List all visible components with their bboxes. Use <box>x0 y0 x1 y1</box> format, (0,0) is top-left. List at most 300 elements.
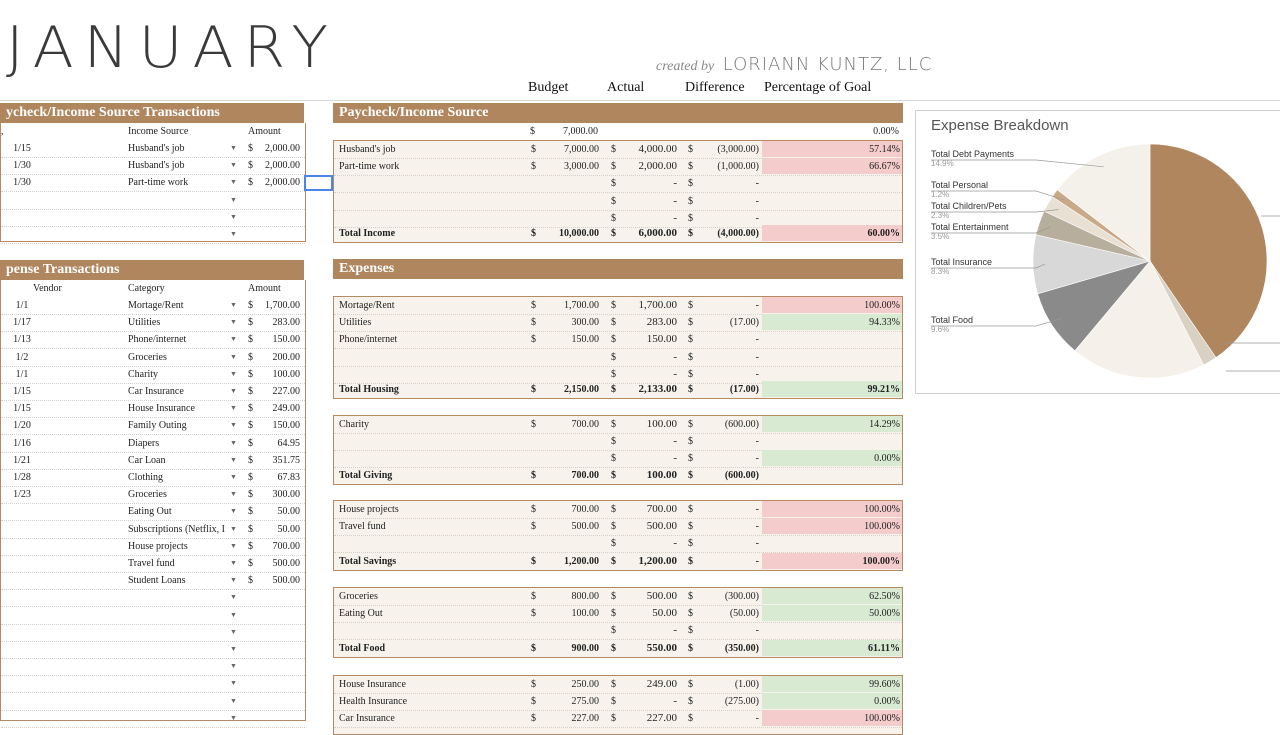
budget-currency: $ <box>531 334 536 346</box>
tx-category[interactable]: House projects <box>128 540 188 552</box>
dropdown-arrow-icon[interactable]: ▼ <box>230 335 237 344</box>
diff-value: - <box>755 351 759 363</box>
dropdown-arrow-icon[interactable]: ▼ <box>230 438 237 447</box>
row-label: Total Housing <box>339 384 399 395</box>
diff-currency: $ <box>688 556 693 567</box>
tx-header-category: Category <box>128 283 165 294</box>
pct-of-goal: 57.14% <box>762 141 902 157</box>
tx-row[interactable] <box>1 572 305 590</box>
diff-value: - <box>755 368 759 380</box>
legend-total-children-pets <box>931 201 1007 221</box>
actual-value: 2,000.00 <box>638 160 677 173</box>
tx-row[interactable] <box>1 675 305 693</box>
actual-currency: $ <box>611 317 616 329</box>
tx-row[interactable] <box>1 140 305 158</box>
tx-date[interactable]: 1/16 <box>13 437 31 449</box>
summary-total-row <box>334 381 902 398</box>
actual-value: - <box>673 211 677 224</box>
tx-row[interactable] <box>1 331 305 349</box>
tx-row[interactable] <box>1 174 305 192</box>
pct-of-goal <box>762 193 902 209</box>
selected-cell[interactable] <box>304 175 333 191</box>
diff-currency: $ <box>688 161 693 173</box>
diff-value: - <box>755 713 759 725</box>
summary-row <box>334 193 902 211</box>
legend-total-entertainment <box>931 222 1009 242</box>
legend-label: Total Entertainment <box>931 222 1009 232</box>
tx-header-row <box>1 280 305 297</box>
diff-value: - <box>755 334 759 346</box>
budget-currency: $ <box>531 300 536 311</box>
row-label: Total Savings <box>339 556 397 567</box>
budget-value[interactable]: 227.00 <box>571 713 599 725</box>
tx-header-date: , <box>1 126 4 137</box>
tx-currency: $ <box>248 177 253 189</box>
dropdown-arrow-icon[interactable]: ▼ <box>230 421 237 430</box>
pct-of-goal: 0.00% <box>762 450 902 466</box>
tx-source[interactable]: Husband's job <box>128 160 185 172</box>
budget-currency: $ <box>531 521 536 533</box>
dropdown-arrow-icon[interactable]: ▼ <box>230 387 237 395</box>
tx-currency: $ <box>248 351 253 363</box>
dropdown-arrow-icon[interactable]: ▼ <box>230 178 237 187</box>
dropdown-arrow-icon[interactable]: ▼ <box>230 490 237 499</box>
budget-currency: $ <box>531 419 536 430</box>
budget-value[interactable]: 700.00 <box>571 419 599 430</box>
income-summary-box <box>333 140 903 243</box>
actual-value: - <box>673 367 677 380</box>
housing-box <box>333 296 903 399</box>
actual-value: 150.00 <box>646 333 677 346</box>
tx-amount[interactable]: 67.83 <box>277 472 300 483</box>
tx-row[interactable] <box>1 314 305 332</box>
tx-date[interactable]: 1/21 <box>13 454 31 466</box>
budget-currency: $ <box>531 696 536 708</box>
col-percentage: Percentage of Goal <box>764 80 872 95</box>
header-divider <box>0 100 1280 101</box>
summary-total-row <box>334 225 902 242</box>
actual-value: - <box>673 452 677 465</box>
dropdown-arrow-icon[interactable]: ▼ <box>230 627 237 636</box>
tx-date[interactable]: 1/30 <box>13 177 31 189</box>
tx-currency: $ <box>248 506 253 518</box>
budget-value[interactable]: 900.00 <box>571 643 599 654</box>
actual-currency: $ <box>611 178 616 190</box>
tx-row[interactable] <box>1 157 305 175</box>
dropdown-arrow-icon[interactable]: ▼ <box>230 473 237 481</box>
summary-row <box>334 676 902 694</box>
budget-currency: $ <box>531 144 536 155</box>
tx-amount[interactable]: 64.95 <box>277 437 300 449</box>
budget-value[interactable]: 700.00 <box>571 470 599 481</box>
income-pre-row <box>333 123 903 140</box>
summary-total-row <box>334 640 902 657</box>
diff-value: - <box>755 521 759 533</box>
dropdown-arrow-icon[interactable]: ▼ <box>230 541 237 550</box>
tx-category[interactable]: Car Insurance <box>128 386 184 397</box>
tx-date[interactable]: 1/17 <box>13 317 31 329</box>
pct-of-goal <box>762 331 902 347</box>
tx-category[interactable]: House Insurance <box>128 403 195 415</box>
pct-of-goal: 62.50% <box>762 588 902 604</box>
tx-amount[interactable]: 100.00 <box>272 368 300 380</box>
tx-amount[interactable]: 227.00 <box>272 386 300 397</box>
tx-row[interactable] <box>1 417 305 435</box>
budget-currency: $ <box>531 556 536 567</box>
actual-value: 1,700.00 <box>638 299 677 311</box>
summary-row <box>334 297 902 315</box>
tx-row[interactable] <box>1 503 305 521</box>
tx-date[interactable]: 1/20 <box>13 420 31 432</box>
pct-of-goal: 50.00% <box>762 605 902 621</box>
diff-currency: $ <box>688 195 693 207</box>
tx-amount[interactable]: 50.00 <box>277 523 300 535</box>
actual-currency: $ <box>611 591 616 602</box>
tx-amount[interactable]: 300.00 <box>272 489 300 501</box>
budget-value[interactable]: 300.00 <box>571 317 599 329</box>
tx-category[interactable]: Subscriptions (Netflix, I <box>128 523 225 535</box>
tx-row[interactable] <box>1 555 305 573</box>
tx-amount[interactable]: 500.00 <box>272 558 300 569</box>
row-label: Charity <box>339 419 369 430</box>
tx-category[interactable]: Travel fund <box>128 558 175 569</box>
legend-label: Total Personal <box>931 180 989 190</box>
tx-category[interactable]: Family Outing <box>128 420 187 432</box>
tx-category[interactable]: Phone/internet <box>128 334 187 346</box>
actual-value: 50.00 <box>652 607 677 620</box>
tx-row[interactable] <box>1 383 305 401</box>
legend-label: Total Children/Pets <box>931 201 1007 211</box>
tx-header-source: Income Source <box>128 126 189 137</box>
tx-category[interactable]: Clothing <box>128 472 164 483</box>
dropdown-arrow-icon[interactable]: ▼ <box>230 662 237 671</box>
tx-row[interactable] <box>1 538 305 556</box>
tx-header-row <box>1 123 305 140</box>
pct-of-goal: 100.00% <box>762 518 902 534</box>
expense-tx-banner: pense Transactions <box>0 260 304 280</box>
tx-currency: $ <box>248 420 253 432</box>
dropdown-arrow-icon[interactable]: ▼ <box>230 576 237 585</box>
tx-row[interactable] <box>1 192 305 210</box>
actual-value: 6,000.00 <box>638 227 677 239</box>
tx-row[interactable] <box>1 435 305 453</box>
diff-currency: $ <box>688 679 693 690</box>
tx-source[interactable]: Part-time work <box>128 177 189 189</box>
dropdown-arrow-icon[interactable]: ▼ <box>230 696 237 705</box>
tx-row[interactable] <box>1 400 305 418</box>
row-label: House Insurance <box>339 679 406 690</box>
diff-value: (3,000.00) <box>717 144 759 155</box>
tx-amount[interactable]: 2,000.00 <box>265 177 300 189</box>
col-difference: Difference <box>685 80 745 95</box>
dropdown-arrow-icon[interactable]: ▼ <box>230 230 237 238</box>
income-pre-budget: 7,000.00 <box>563 126 598 137</box>
pct-of-goal: 0.00% <box>762 693 902 709</box>
tx-row[interactable] <box>1 452 305 470</box>
diff-currency: $ <box>688 591 693 602</box>
actual-value: - <box>673 194 677 207</box>
diff-currency: $ <box>688 212 693 224</box>
actual-value: 100.00 <box>646 418 677 430</box>
tx-category[interactable]: Eating Out <box>128 506 172 518</box>
tx-date[interactable]: 1/23 <box>13 489 31 501</box>
tx-row[interactable] <box>1 366 305 384</box>
diff-value: - <box>755 178 759 190</box>
diff-currency: $ <box>688 351 693 363</box>
dropdown-arrow-icon[interactable]: ▼ <box>230 161 237 170</box>
tx-row[interactable] <box>1 710 305 728</box>
tx-amount[interactable]: 50.00 <box>277 506 300 518</box>
actual-currency: $ <box>611 625 616 637</box>
actual-currency: $ <box>611 351 616 363</box>
budget-value[interactable]: 100.00 <box>571 608 599 620</box>
tx-row[interactable] <box>1 349 305 367</box>
tx-category[interactable]: Charity <box>128 368 158 380</box>
tx-amount[interactable]: 500.00 <box>272 575 300 587</box>
summary-row <box>334 518 902 536</box>
summary-row <box>334 416 902 434</box>
tx-currency: $ <box>248 489 253 501</box>
diff-currency: $ <box>688 436 693 448</box>
chart-title: Expense Breakdown <box>931 117 1069 134</box>
diff-currency: $ <box>688 453 693 465</box>
dropdown-arrow-icon[interactable]: ▼ <box>230 507 237 516</box>
tx-row[interactable] <box>1 607 305 625</box>
pct-of-goal: 14.29% <box>762 416 902 432</box>
diff-currency: $ <box>688 228 693 239</box>
dropdown-arrow-icon[interactable]: ▼ <box>230 455 237 464</box>
diff-value: - <box>755 300 759 311</box>
dropdown-arrow-icon[interactable]: ▼ <box>230 559 237 567</box>
pct-of-goal: 60.00% <box>762 225 902 241</box>
tx-source[interactable]: Husband's job <box>128 143 185 154</box>
legend-pct: 14.9% <box>931 159 954 168</box>
actual-value: 500.00 <box>646 520 677 533</box>
budget-value[interactable]: 10,000.00 <box>559 228 599 239</box>
tx-currency: $ <box>248 334 253 346</box>
diff-currency: $ <box>688 144 693 155</box>
actual-value: 550.00 <box>646 642 677 654</box>
tx-row[interactable] <box>1 486 305 504</box>
savings-box <box>333 500 903 571</box>
row-label: Travel fund <box>339 521 386 533</box>
budget-currency: $ <box>531 608 536 620</box>
dropdown-arrow-icon[interactable]: ▼ <box>230 144 237 152</box>
pct-of-goal: 66.67% <box>762 158 902 174</box>
diff-currency: $ <box>688 504 693 515</box>
summary-row <box>334 450 902 468</box>
expense-breakdown-chart[interactable] <box>915 110 1280 394</box>
tx-header-amount: Amount <box>248 283 281 294</box>
budget-value[interactable]: 3,000.00 <box>564 161 599 173</box>
tx-amount[interactable]: 1,700.00 <box>265 300 300 311</box>
diff-value: (600.00) <box>724 470 759 481</box>
dropdown-arrow-icon[interactable]: ▼ <box>230 369 237 378</box>
tx-amount[interactable]: 200.00 <box>272 351 300 363</box>
actual-value: - <box>673 435 677 448</box>
col-budget: Budget <box>528 80 569 95</box>
budget-value[interactable]: 150.00 <box>571 334 599 346</box>
pct-of-goal <box>762 467 902 483</box>
insurance-box <box>333 675 903 735</box>
tx-currency: $ <box>248 437 253 449</box>
diff-value: (17.00) <box>729 384 759 395</box>
diff-currency: $ <box>688 334 693 346</box>
tx-currency: $ <box>248 300 253 311</box>
tx-amount[interactable]: 150.00 <box>272 420 300 432</box>
tx-date[interactable]: 1/30 <box>13 160 31 172</box>
tx-row[interactable] <box>1 624 305 642</box>
diff-currency: $ <box>688 470 693 481</box>
tx-row[interactable] <box>1 641 305 659</box>
legend-pct: 1.2% <box>931 190 950 199</box>
legend-pct: 2.3% <box>931 211 950 220</box>
tx-currency: $ <box>248 317 253 329</box>
tx-currency: $ <box>248 558 253 569</box>
tx-category[interactable]: Diapers <box>128 437 160 449</box>
tx-amount[interactable]: 150.00 <box>272 334 300 346</box>
legend-total-personal <box>931 180 988 200</box>
budget-value[interactable]: 7,000.00 <box>564 144 599 155</box>
tx-currency: $ <box>248 368 253 380</box>
tx-currency: $ <box>248 575 253 587</box>
actual-currency: $ <box>611 556 616 567</box>
dropdown-arrow-icon[interactable]: ▼ <box>230 301 237 309</box>
tx-amount[interactable]: 700.00 <box>272 540 300 552</box>
diff-currency: $ <box>688 368 693 380</box>
actual-currency: $ <box>611 643 616 654</box>
tx-date[interactable]: 1/13 <box>13 334 31 346</box>
dropdown-arrow-icon[interactable]: ▼ <box>230 195 237 204</box>
dropdown-arrow-icon[interactable]: ▼ <box>230 713 237 722</box>
dropdown-arrow-icon[interactable]: ▼ <box>230 610 237 619</box>
dropdown-arrow-icon[interactable]: ▼ <box>230 352 237 361</box>
budget-value[interactable]: 275.00 <box>571 696 599 708</box>
tx-amount[interactable]: 283.00 <box>272 317 300 329</box>
tx-row[interactable] <box>1 521 305 539</box>
tx-date[interactable]: 1/15 <box>13 403 31 415</box>
tx-date[interactable]: 1/1 <box>15 368 29 380</box>
legend-pct: 9.6% <box>931 325 950 334</box>
actual-currency: $ <box>611 195 616 207</box>
diff-currency: $ <box>688 300 693 311</box>
diff-value: - <box>755 212 759 224</box>
tx-row[interactable] <box>1 589 305 607</box>
diff-value: - <box>755 195 759 207</box>
tx-category[interactable]: Utilities <box>128 317 161 329</box>
credit-script: created by <box>656 59 715 74</box>
tx-amount[interactable]: 249.00 <box>272 403 300 415</box>
tx-row[interactable] <box>1 693 305 711</box>
tx-date[interactable]: 1/15 <box>13 143 31 154</box>
actual-value: 100.00 <box>646 469 677 481</box>
row-label: Total Giving <box>339 470 393 481</box>
budget-value[interactable]: 800.00 <box>571 591 599 602</box>
pct-of-goal: 99.21% <box>762 381 902 397</box>
budget-currency: $ <box>531 228 536 239</box>
col-actual: Actual <box>607 80 645 95</box>
expenses-banner: Expenses <box>333 259 903 279</box>
tx-row[interactable] <box>1 226 305 244</box>
tx-row[interactable] <box>1 297 305 315</box>
legend-total-debt-payments <box>931 149 1014 169</box>
tx-row[interactable] <box>1 658 305 676</box>
tx-header-vendor: Vendor <box>33 283 62 294</box>
budget-currency: $ <box>531 643 536 654</box>
pct-of-goal <box>762 622 902 638</box>
pct-of-goal: 100.00% <box>762 710 902 726</box>
tx-date[interactable]: 1/2 <box>15 351 29 363</box>
budget-value[interactable]: 1,700.00 <box>564 300 599 311</box>
tx-category[interactable]: Groceries <box>128 489 167 501</box>
tx-row[interactable] <box>1 209 305 227</box>
tx-amount[interactable]: 351.75 <box>272 454 300 466</box>
income-pre-currency: $ <box>530 126 535 137</box>
actual-value: 4,000.00 <box>638 143 677 155</box>
tx-row[interactable] <box>1 469 305 487</box>
tx-amount[interactable]: 2,000.00 <box>265 143 300 154</box>
budget-value[interactable]: 500.00 <box>571 521 599 533</box>
dropdown-arrow-icon[interactable]: ▼ <box>230 318 237 327</box>
diff-value: (50.00) <box>729 608 759 620</box>
budget-currency: $ <box>531 470 536 481</box>
summary-row <box>334 693 902 711</box>
budget-value[interactable]: 700.00 <box>571 504 599 515</box>
summary-total-row <box>334 553 902 570</box>
actual-currency: $ <box>611 144 616 155</box>
dropdown-arrow-icon[interactable]: ▼ <box>230 679 237 688</box>
summary-row <box>334 175 902 193</box>
budget-value[interactable]: 250.00 <box>571 679 599 690</box>
diff-currency: $ <box>688 384 693 395</box>
legend-total-food <box>931 315 973 335</box>
budget-value[interactable]: 2,150.00 <box>564 384 599 395</box>
row-label: Part-time work <box>339 161 400 173</box>
credit-line <box>656 54 932 75</box>
tx-date[interactable]: 1/1 <box>15 300 29 311</box>
dropdown-arrow-icon[interactable]: ▼ <box>230 645 237 653</box>
diff-value: - <box>755 504 759 515</box>
actual-value: - <box>673 537 677 550</box>
actual-currency: $ <box>611 212 616 224</box>
tx-category[interactable]: Car Loan <box>128 454 166 466</box>
budget-currency: $ <box>531 591 536 602</box>
pct-of-goal: 100.00% <box>762 297 902 313</box>
legend-pct: 8.3% <box>931 267 950 276</box>
budget-value[interactable]: 1,200.00 <box>564 556 599 567</box>
dropdown-arrow-icon[interactable]: ▼ <box>230 524 237 533</box>
tx-category[interactable]: Mortage/Rent <box>128 300 184 311</box>
tx-date[interactable]: 1/15 <box>13 386 31 397</box>
dropdown-arrow-icon[interactable]: ▼ <box>230 212 237 221</box>
actual-currency: $ <box>611 384 616 395</box>
diff-value: (600.00) <box>724 419 759 430</box>
summary-row <box>334 605 902 623</box>
dropdown-arrow-icon[interactable]: ▼ <box>230 404 237 413</box>
diff-value: (1.00) <box>734 679 759 690</box>
tx-date[interactable]: 1/28 <box>13 472 31 483</box>
actual-currency: $ <box>611 608 616 620</box>
tx-category[interactable]: Student Loans <box>128 575 186 587</box>
tx-category[interactable]: Groceries <box>128 351 167 363</box>
row-label: Car Insurance <box>339 713 395 725</box>
dropdown-arrow-icon[interactable]: ▼ <box>230 593 237 602</box>
summary-total-row <box>334 467 902 484</box>
tx-amount[interactable]: 2,000.00 <box>265 160 300 172</box>
budget-currency: $ <box>531 161 536 173</box>
actual-currency: $ <box>611 504 616 515</box>
actual-currency: $ <box>611 228 616 239</box>
